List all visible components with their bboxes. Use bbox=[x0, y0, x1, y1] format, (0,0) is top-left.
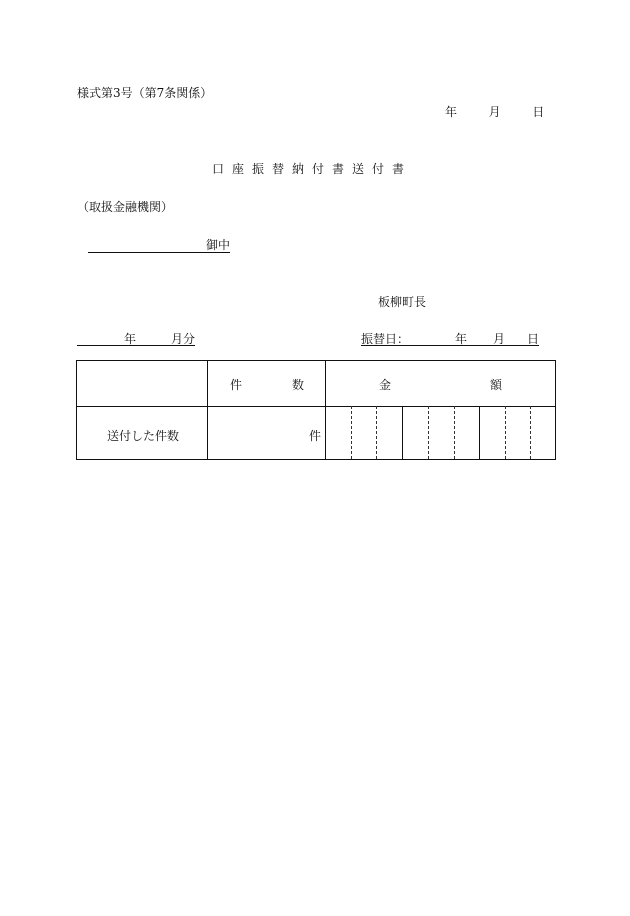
billing-period bbox=[77, 330, 195, 346]
digit-divider bbox=[454, 406, 455, 459]
institution-name-blank[interactable] bbox=[88, 239, 206, 253]
row-unit: 件 bbox=[309, 429, 322, 443]
digit-divider bbox=[505, 406, 506, 459]
digit-divider bbox=[428, 406, 429, 459]
summary-table bbox=[76, 360, 556, 460]
issue-date-day: 日 bbox=[532, 105, 545, 119]
period-month: 月分 bbox=[171, 332, 196, 346]
digit-divider bbox=[376, 406, 377, 459]
issue-date-month: 月 bbox=[488, 105, 501, 119]
title-char: 付 bbox=[311, 162, 324, 176]
digit-divider bbox=[530, 406, 531, 459]
table-col-divider bbox=[207, 361, 208, 459]
addressee-suffix: 御中 bbox=[206, 238, 231, 252]
title-char: 書 bbox=[331, 162, 344, 176]
header-amount-right: 額 bbox=[490, 378, 503, 392]
title-char: 送 bbox=[351, 162, 364, 176]
title-char: 納 bbox=[291, 162, 304, 176]
title-char: 書 bbox=[391, 162, 404, 176]
issuer: 板柳町長 bbox=[378, 295, 427, 309]
digit-group-divider bbox=[479, 406, 480, 459]
transfer-date bbox=[361, 330, 539, 346]
period-year: 年 bbox=[124, 332, 137, 346]
title-char: 替 bbox=[271, 162, 284, 176]
transfer-date-month: 月 bbox=[493, 332, 506, 346]
institution-label: （取扱金融機関） bbox=[77, 200, 174, 214]
transfer-date-year: 年 bbox=[455, 332, 468, 346]
header-count-left: 件 bbox=[230, 378, 243, 392]
row-label: 送付した件数 bbox=[107, 429, 180, 443]
title-char: 口 bbox=[211, 162, 224, 176]
table-col-divider bbox=[325, 361, 326, 459]
header-amount-left: 金 bbox=[379, 378, 392, 392]
transfer-date-day: 日 bbox=[527, 332, 540, 346]
issue-date-year: 年 bbox=[445, 105, 458, 119]
header-count-right: 数 bbox=[292, 378, 305, 392]
table-row-divider bbox=[77, 406, 555, 407]
title-char: 付 bbox=[371, 162, 384, 176]
title-char: 座 bbox=[231, 162, 244, 176]
issue-date bbox=[445, 103, 544, 120]
form-number: 様式第3号（第7条関係） bbox=[77, 86, 213, 100]
addressee bbox=[88, 236, 230, 253]
title-char: 振 bbox=[251, 162, 264, 176]
transfer-date-label: 振替日： bbox=[361, 332, 410, 346]
document-title bbox=[208, 160, 408, 177]
digit-group-divider bbox=[402, 406, 403, 459]
digit-divider bbox=[351, 406, 352, 459]
